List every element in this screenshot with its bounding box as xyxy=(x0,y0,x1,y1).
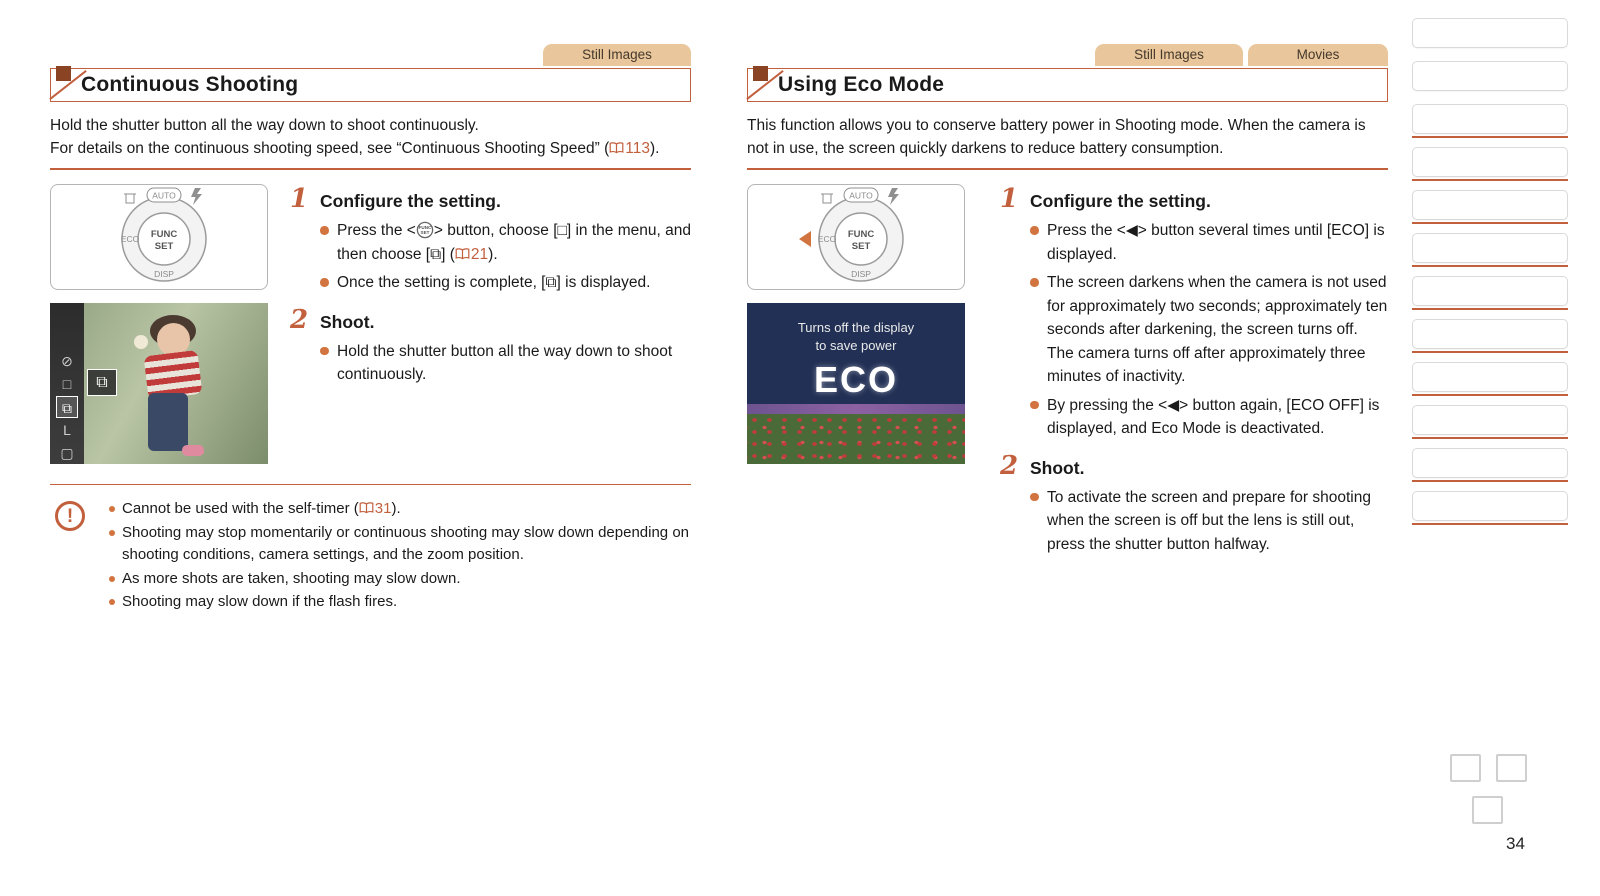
svg-text:SET: SET xyxy=(154,241,174,252)
eco-caption: Turns off the display to save power xyxy=(797,320,915,353)
sidebar-tab-box[interactable] xyxy=(1412,405,1568,435)
warning-item: Shooting may slow down if the flash fires. xyxy=(107,591,691,614)
camera-dial-illustration xyxy=(79,186,239,288)
movies-badge: Movies xyxy=(1248,44,1388,66)
menu-icon-1: □ xyxy=(62,376,72,392)
warning-block xyxy=(50,485,691,615)
section-title: Continuous Shooting xyxy=(81,73,299,96)
svg-text:ECO: ECO xyxy=(120,234,140,244)
intro-text: This function allows you to conserve battery power in Shooting mode. When the camera is not in use, the screen quickly darkens to reduce battery consumption. xyxy=(747,117,1366,157)
sidebar-tab-10[interactable] xyxy=(1412,405,1568,448)
section-header xyxy=(747,68,1388,102)
step-1 xyxy=(290,186,691,295)
svg-text:SET: SET xyxy=(851,241,871,252)
section-title: Using Eco Mode xyxy=(778,73,945,96)
camera-menu-strip xyxy=(50,303,84,464)
still-images-badge: Still Images xyxy=(543,44,691,66)
warning-item: Shooting may stop momentarily or continuous shooting may slow down depending on shooting conditions, camera settings, and the zoom position. xyxy=(107,522,691,567)
xref-link-113[interactable]: 113 xyxy=(609,140,650,157)
camera-dial-figure xyxy=(50,184,268,290)
step-2 xyxy=(1000,450,1388,557)
func-set-button-icon xyxy=(416,221,434,239)
sidebar-tab-box[interactable] xyxy=(1412,448,1568,478)
sidebar-tab-rule xyxy=(1412,523,1568,525)
warning-dot-icon xyxy=(109,506,115,512)
sidebar-tab-box[interactable] xyxy=(1412,276,1568,306)
xref-link-31[interactable]: 31 xyxy=(359,500,392,517)
sidebar-tab-rule xyxy=(1412,394,1568,396)
steps-column xyxy=(965,184,1388,568)
step-1 xyxy=(1000,186,1388,441)
sidebar-tab-rule xyxy=(1412,136,1568,138)
sidebar-tab-rule xyxy=(1412,480,1568,482)
sidebar-tab-box[interactable] xyxy=(1412,362,1568,392)
warning-dot-icon xyxy=(109,530,115,536)
menu-icon-continuous-selected: ⧉ xyxy=(56,396,78,418)
exclamation-icon: ! xyxy=(55,501,85,531)
intro-line1: Hold the shutter button all the way down to shoot continuously. xyxy=(50,117,479,134)
bullet-dot-icon xyxy=(320,347,329,356)
svg-text:ECO: ECO xyxy=(817,234,837,244)
sidebar-tab-rule xyxy=(1412,351,1568,353)
figures-column xyxy=(50,184,268,464)
warning-item: As more shots are taken, shooting may slow down. xyxy=(107,568,691,591)
bullet-dot-icon xyxy=(320,226,329,235)
intro-line2: For details on the continuous shooting speed, see “Continuous Shooting Speed” ( xyxy=(50,140,610,157)
eco-label: ECO xyxy=(813,359,898,400)
section-rule xyxy=(747,168,1388,170)
bullet-dot-icon xyxy=(1030,401,1039,410)
step-title: Configure the setting. xyxy=(320,191,501,211)
photo-flower-band xyxy=(747,404,965,414)
bullet-dot-icon xyxy=(1030,226,1039,235)
svg-text:SET: SET xyxy=(420,230,430,235)
svg-text:FUNC: FUNC xyxy=(847,229,875,240)
step-bullet: Press the < FUNC SET > button, choose [□] in the menu, and then choose [⧉] ( 21). xyxy=(320,219,691,266)
svg-text:FUNC: FUNC xyxy=(418,224,432,230)
step-title: Shoot. xyxy=(320,311,375,332)
step-bullet: Hold the shutter button all the way down to shoot continuously. xyxy=(320,340,691,387)
sidebar-tab-box[interactable] xyxy=(1412,61,1568,91)
photo-flower-field xyxy=(747,414,965,464)
sidebar-tab-4[interactable] xyxy=(1412,147,1568,190)
xref-link-21[interactable]: 21 xyxy=(455,246,488,263)
book-icon xyxy=(455,248,470,260)
intro-text: Hold the shutter button all the way down to shoot continuously. For details on the continuous shooting speed, see “Continuous Shooting Speed” ( 113). xyxy=(50,117,660,157)
bullet-dot-icon xyxy=(320,278,329,287)
step-number: 2 xyxy=(290,304,309,335)
bullet-dot-icon xyxy=(1030,278,1039,287)
svg-text:AUTO: AUTO xyxy=(152,190,176,201)
svg-text:DISP: DISP xyxy=(154,269,174,279)
menu-selected-echo: ⧉ xyxy=(87,369,117,396)
page-nav-forward-button[interactable] xyxy=(1496,754,1527,782)
sidebar-tab-box[interactable] xyxy=(1412,233,1568,263)
steps-column xyxy=(268,184,691,464)
sidebar-tab-box[interactable] xyxy=(1412,190,1568,220)
page-nav-return-button[interactable] xyxy=(1472,796,1503,824)
warning-dot-icon xyxy=(109,599,115,605)
step-bullet: Once the setting is complete, [⧉] is displayed. xyxy=(320,271,691,295)
sidebar-tab-box[interactable] xyxy=(1412,319,1568,349)
sidebar-tab-7[interactable] xyxy=(1412,276,1568,319)
content-row xyxy=(50,184,691,464)
sidebar-tab-box[interactable] xyxy=(1412,147,1568,177)
sidebar-tab-box[interactable] xyxy=(1412,491,1568,521)
menu-icon-4: ▢ xyxy=(60,445,74,461)
figures-column xyxy=(747,184,965,568)
content-row xyxy=(747,184,1388,568)
sidebar-tab-2[interactable] xyxy=(1412,61,1568,104)
step-bullet: Press the <◀> button several times until [ECO] is displayed. xyxy=(1030,219,1388,266)
bullet-dot-icon xyxy=(1030,493,1039,502)
sidebar-tab-1[interactable] xyxy=(1412,18,1568,61)
corner-square-icon xyxy=(753,66,768,81)
chapter-sidebar xyxy=(1412,18,1568,534)
sidebar-tab-9[interactable] xyxy=(1412,362,1568,405)
step-title: Shoot. xyxy=(1030,457,1085,478)
section-rule xyxy=(50,168,691,170)
step-2 xyxy=(290,304,691,387)
left-button-arrow-icon xyxy=(799,231,811,247)
step-number: 2 xyxy=(1000,450,1019,481)
corner-square-icon xyxy=(56,66,71,81)
sidebar-tab-rule xyxy=(1412,308,1568,310)
sidebar-tab-rule xyxy=(1412,437,1568,439)
section-continuous-shooting xyxy=(50,44,691,615)
photo-child-jeans xyxy=(148,393,188,451)
badge-row xyxy=(747,44,1388,66)
menu-icon-3: L xyxy=(63,422,71,438)
book-icon xyxy=(609,142,624,154)
step-number: 1 xyxy=(290,184,309,214)
camera-dial-figure xyxy=(747,184,965,290)
sidebar-tab-8[interactable] xyxy=(1412,319,1568,362)
page-number: 34 xyxy=(1506,834,1525,853)
warning-dot-icon xyxy=(109,576,115,582)
sidebar-tab-11[interactable] xyxy=(1412,448,1568,491)
photo-child-shoe xyxy=(182,445,204,456)
eco-mode-screenshot-photo xyxy=(747,303,965,464)
svg-text:AUTO: AUTO xyxy=(849,190,873,201)
book-icon xyxy=(359,502,374,514)
sidebar-tab-rule xyxy=(1412,222,1568,224)
sidebar-tab-5[interactable] xyxy=(1412,190,1568,233)
camera-dial-illustration xyxy=(776,186,936,288)
badge-row xyxy=(50,44,691,66)
step-number: 1 xyxy=(1000,184,1019,214)
svg-text:FUNC: FUNC xyxy=(150,229,178,240)
sidebar-tab-box[interactable] xyxy=(1412,104,1568,134)
photo-dandelion xyxy=(134,335,148,349)
menu-screenshot-photo xyxy=(50,303,268,464)
menu-icon-0: ⊘ xyxy=(61,353,73,369)
page-nav-back-button[interactable] xyxy=(1450,754,1481,782)
section-using-eco-mode xyxy=(747,44,1388,568)
still-images-badge: Still Images xyxy=(1095,44,1243,66)
sidebar-tab-rule xyxy=(1412,265,1568,267)
svg-text:DISP: DISP xyxy=(851,269,871,279)
sidebar-tab-12[interactable] xyxy=(1412,491,1568,534)
sidebar-tab-box[interactable] xyxy=(1412,18,1568,48)
section-header xyxy=(50,68,691,102)
sidebar-tab-rule xyxy=(1412,179,1568,181)
sidebar-tab-6[interactable] xyxy=(1412,233,1568,276)
step-bullet: By pressing the <◀> button again, [ECO OFF] is displayed, and Eco Mode is deactivated. xyxy=(1030,394,1388,441)
step-title: Configure the setting. xyxy=(1030,191,1211,211)
warning-item: Cannot be used with the self-timer ( 31). xyxy=(107,498,691,521)
step-bullet: The screen darkens when the camera is not used for approximately two seconds; approximately ten seconds after darkening, the screen turns off. The camera turns off after approximately three minutes of inactivity. xyxy=(1030,271,1388,389)
sidebar-tab-3[interactable] xyxy=(1412,104,1568,147)
step-bullet: To activate the screen and prepare for shooting when the screen is off but the lens is still out, press the shutter button halfway. xyxy=(1030,486,1388,557)
